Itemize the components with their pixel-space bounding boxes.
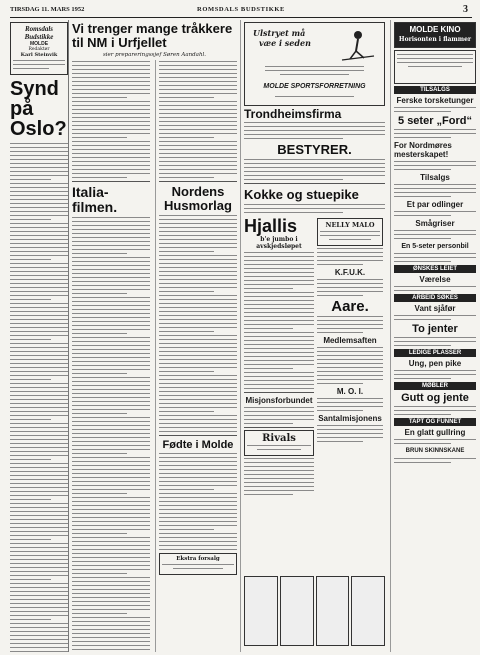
- article-body-vi-trenger-cont: [159, 61, 237, 178]
- ad-vant-sjafor-title: Vant sjåfør: [414, 304, 456, 313]
- ad-ulstrand-line2: væe i seden: [259, 38, 311, 48]
- article-title-kfuk: K.F.U.K.: [334, 267, 366, 277]
- section-label-tapt-funnet: TAPT OG FUNNET: [394, 418, 476, 426]
- article-title-nordens: Nordens Husmorlag: [164, 183, 232, 213]
- article-title-fodte: Fødte i Molde: [162, 438, 234, 451]
- article-body-italia: [72, 217, 150, 652]
- ad-ekstra-forsalg-title: Ekstra forsalg: [176, 555, 220, 562]
- article-title-mol: M. O. I.: [336, 386, 364, 396]
- comic-strip: [244, 576, 385, 646]
- issue-date: TIRSDAG 11. MARS 1952: [10, 6, 85, 13]
- ad-gutt-jente-title: Gutt og jente: [401, 392, 469, 404]
- ad-ung-pike-title: Ung, pen pike: [408, 359, 462, 368]
- ad-tilsalgs2-title: Tilsalgs: [420, 173, 450, 182]
- article-title-italia: Italia-filmen.: [72, 183, 118, 215]
- ad-kino-details: [394, 50, 476, 84]
- ad-molde-kino-title: MOLDE KINO: [409, 25, 461, 34]
- column-4: [240, 20, 385, 652]
- ad-molde-kino-feature: Horisonten i flammer: [398, 36, 472, 43]
- ad-en-5seter-title: En 5-seter personbil: [401, 243, 469, 250]
- ad-to-jenter-title: To jenter: [412, 323, 458, 335]
- ad-et-par-title: Et par odlinger: [406, 200, 464, 209]
- column-5-classifieds: [390, 20, 476, 652]
- ad-smagriser-title: Smågriser: [415, 219, 455, 228]
- article-title-vi-trenger: Vi trenger mange tråkkere til NM i Urfjellet: [72, 21, 233, 50]
- column-1: [10, 20, 69, 652]
- ad-brun-skinnskane-title: BRUN SKINNSKANE: [405, 448, 465, 454]
- ad-molde-sport-title: MOLDE SPORTSFORRETNING: [263, 83, 366, 90]
- article-title-aare: Aare.: [331, 297, 369, 315]
- column-2: [72, 60, 150, 652]
- ad-ulstrand: [244, 22, 385, 106]
- article-body-nordens: [159, 215, 237, 432]
- ad-molde-kino: [394, 22, 476, 48]
- ad-glatt-gulring-title: En glatt gullring: [404, 428, 466, 437]
- article-title-synd: Synd på Oslo?: [10, 78, 67, 140]
- ad-nelly-malo-name: NELLY MALO: [325, 220, 375, 229]
- article-subtitle-vi-trenger: sier prepareringssjef Søren Aandahl.: [102, 52, 207, 58]
- article-body-fodte: [159, 453, 237, 550]
- ad-rivals: [244, 430, 314, 456]
- column-3: [155, 60, 237, 652]
- ad-vaerelse-title: Værelse: [419, 275, 451, 284]
- article-title-santal: Santalmisjonens: [318, 413, 382, 423]
- page-header: [10, 4, 472, 18]
- masthead-place: MOLDE: [29, 41, 49, 47]
- ad-ekstra-forsalg: [159, 553, 237, 575]
- masthead-box: [10, 22, 68, 75]
- skier-illustration-icon: [338, 27, 378, 61]
- article-subtitle-hjallis: b'e jumbo i avskjedsløpet: [256, 235, 302, 250]
- section-label-ledige-plasser: LEDIGE PLASSER: [394, 349, 476, 357]
- article-body-vi-trenger: [72, 61, 150, 178]
- section-label-mobler: MØBLER: [394, 382, 476, 390]
- ad-trondheim-title: Trondheimsfirma: [244, 107, 342, 121]
- section-label-arbeid-sokes: ARBEID SØKES: [394, 294, 476, 302]
- section-label-tilsalgs: TILSALGS: [394, 86, 476, 94]
- ad-kokke-title: Kokke og stuepike: [244, 186, 359, 202]
- article-body-synd: [10, 143, 68, 652]
- masthead-name: Romsdals Budstikke: [24, 25, 54, 41]
- ad-bestyrer-title: BESTYRER.: [277, 142, 352, 157]
- page-number: 3: [463, 4, 468, 15]
- article-title-misjon: Misjonsforbundet: [245, 395, 313, 405]
- ad-ferske-title: Ferske torsketunger: [396, 96, 474, 105]
- ad-5-seter-title: 5 seter „Ford“: [398, 115, 472, 127]
- ad-folk-mester-title: For Nordmøres mesterskapet!: [394, 141, 452, 159]
- section-label-onskes-leiet: ØNSKES LEIET: [394, 265, 476, 273]
- ad-rivals-title: Rivals: [262, 433, 296, 445]
- paper-name: ROMSDALS BUDSTIKKE: [197, 6, 285, 13]
- article-title-medlemsaften: Medlemsaften: [323, 335, 377, 345]
- masthead-editor: Karl Steinvik: [20, 52, 58, 58]
- ad-nelly-malo: [317, 218, 383, 246]
- article-title-hjallis: Hjallis: [244, 215, 298, 236]
- lead-article-header: [72, 20, 237, 60]
- ad-ulstrand-line1: Ulstryet må: [253, 28, 306, 38]
- masthead-subline: Redaktør: [28, 47, 50, 52]
